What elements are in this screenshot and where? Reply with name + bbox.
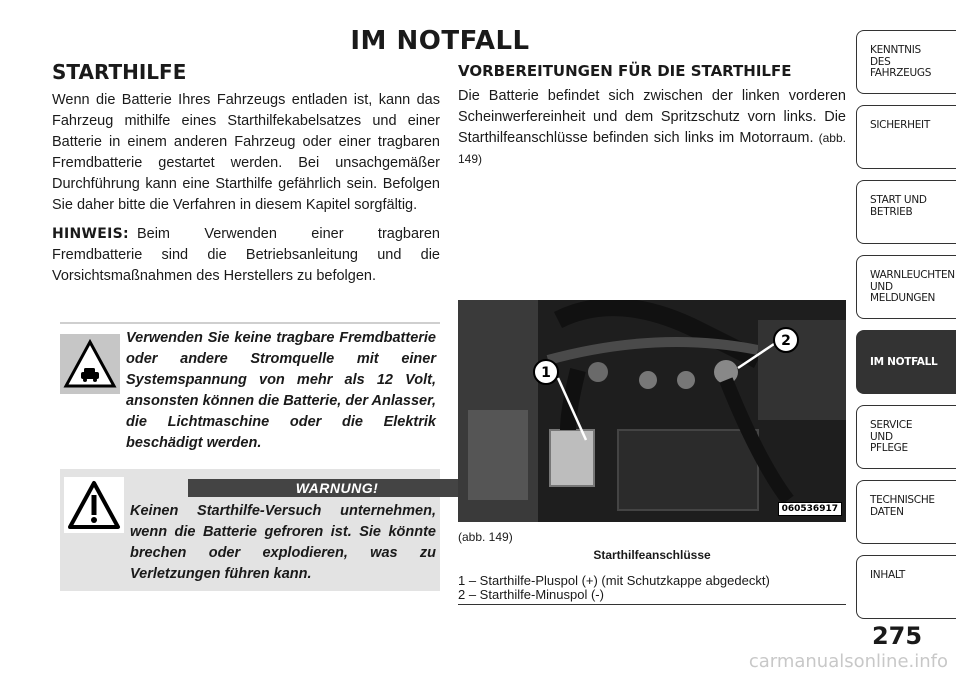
legend-item-2: 2 – Starthilfe-Minuspol (-) [458,587,604,602]
tab-im-notfall[interactable] [856,330,956,394]
callout-1: 1 [541,365,551,381]
callout-2: 2 [781,333,791,349]
section-heading-starthilfe: STARTHILFE [52,60,187,84]
tab-inhalt[interactable] [856,555,956,619]
legend-item-1: 1 – Starthilfe-Pluspol (+) (mit Schutzkappe abgedeckt) [458,573,770,588]
note-paragraph [52,224,440,287]
right-column [458,62,846,170]
figure-caption-reference: (abb. 149) [458,530,513,544]
page-number: 275 [871,622,923,650]
page-title: IM NOTFALL [350,26,530,56]
caution-text-body: Verwenden Sie keine tragbare Fremdbatterie oder andere Stromquelle mit einer Systemspannung von mehr als 12 Volt, ansonsten können die Batterie, der Anlasser, die Lichtmaschine oder die Elektrik beschädigt werden. [126,330,436,451]
tab-kenntnis-des-fahrzeugs[interactable] [856,30,956,94]
watermark: carmanualsonline.info [748,651,948,672]
left-column [52,60,440,287]
tab-label: SERVICE UND PFLEGE [870,419,913,454]
tab-label: IM NOTFALL [870,356,938,368]
figure-legend [458,574,846,605]
warning-text-body: Keinen Starthilfe-Versuch unternehmen, wenn die Batterie gefroren ist. Sie könnte brechen oder explodieren, was zu Verletzungen führen kann. [130,503,436,582]
tab-label: INHALT [870,569,906,581]
warning-header: WARNUNG! [188,479,486,497]
tab-label: KENNTNIS DES FAHRZEUGS [870,44,932,79]
tab-warnleuchten-und-meldungen[interactable] [856,255,956,319]
right-paragraph [458,86,846,170]
caution-text [60,328,436,454]
tab-label: START UND BETRIEB [870,194,927,218]
note-text: Beim Verwenden einer tragbaren Fremdbatterie sind die Betriebsanleitung und die Vorsichtsmaßnahmen des Herstellers zu befolgen. [52,226,440,284]
intro-paragraph: Wenn die Batterie Ihres Fahrzeugs entladen ist, kann das Fahrzeug mithilfe eines Starthilfekabelsatzes und einer Batterie in einem anderen Fahrzeug oder einer tragbaren Fremdbatterie gestartet werden. Bei unsachgemäßer Durchführung kann eine Starthilfe gefährlich sein. Befolgen Sie daher bitte die Verfahren in diesem Kapitel sorgfältig. [52,92,440,213]
tab-service-und-pflege[interactable] [856,405,956,469]
section-heading-vorbereitungen: VORBEREITUNGEN FÜR DIE STARTHILFE [458,62,792,80]
right-paragraph-text: Die Batterie befindet sich zwischen der linken vorderen Scheinwerfereinheit und dem Spritzschutz vorn links. Die Starthilfeanschlüsse befinden sich links im Motorraum. [458,88,846,146]
tab-label: TECHNISCHE DATEN [870,494,935,518]
warning-text [64,501,436,585]
tab-label: SICHERHEIT [870,119,930,131]
caution-box [60,322,440,458]
tab-start-und-betrieb[interactable] [856,180,956,244]
tab-label: WARNLEUCHTEN UND MELDUNGEN [870,269,955,304]
photo-code: 060536917 [778,502,842,516]
note-label: HINWEIS: [52,226,129,242]
engine-bay-photo [458,300,846,522]
tab-technische-daten[interactable] [856,480,956,544]
figure-caption-title: Starthilfeanschlüsse [593,548,711,562]
chapter-tabs [856,30,960,630]
figure-reference: (abb. 149) [458,131,846,166]
tab-sicherheit[interactable] [856,105,956,169]
warning-box [60,469,440,591]
